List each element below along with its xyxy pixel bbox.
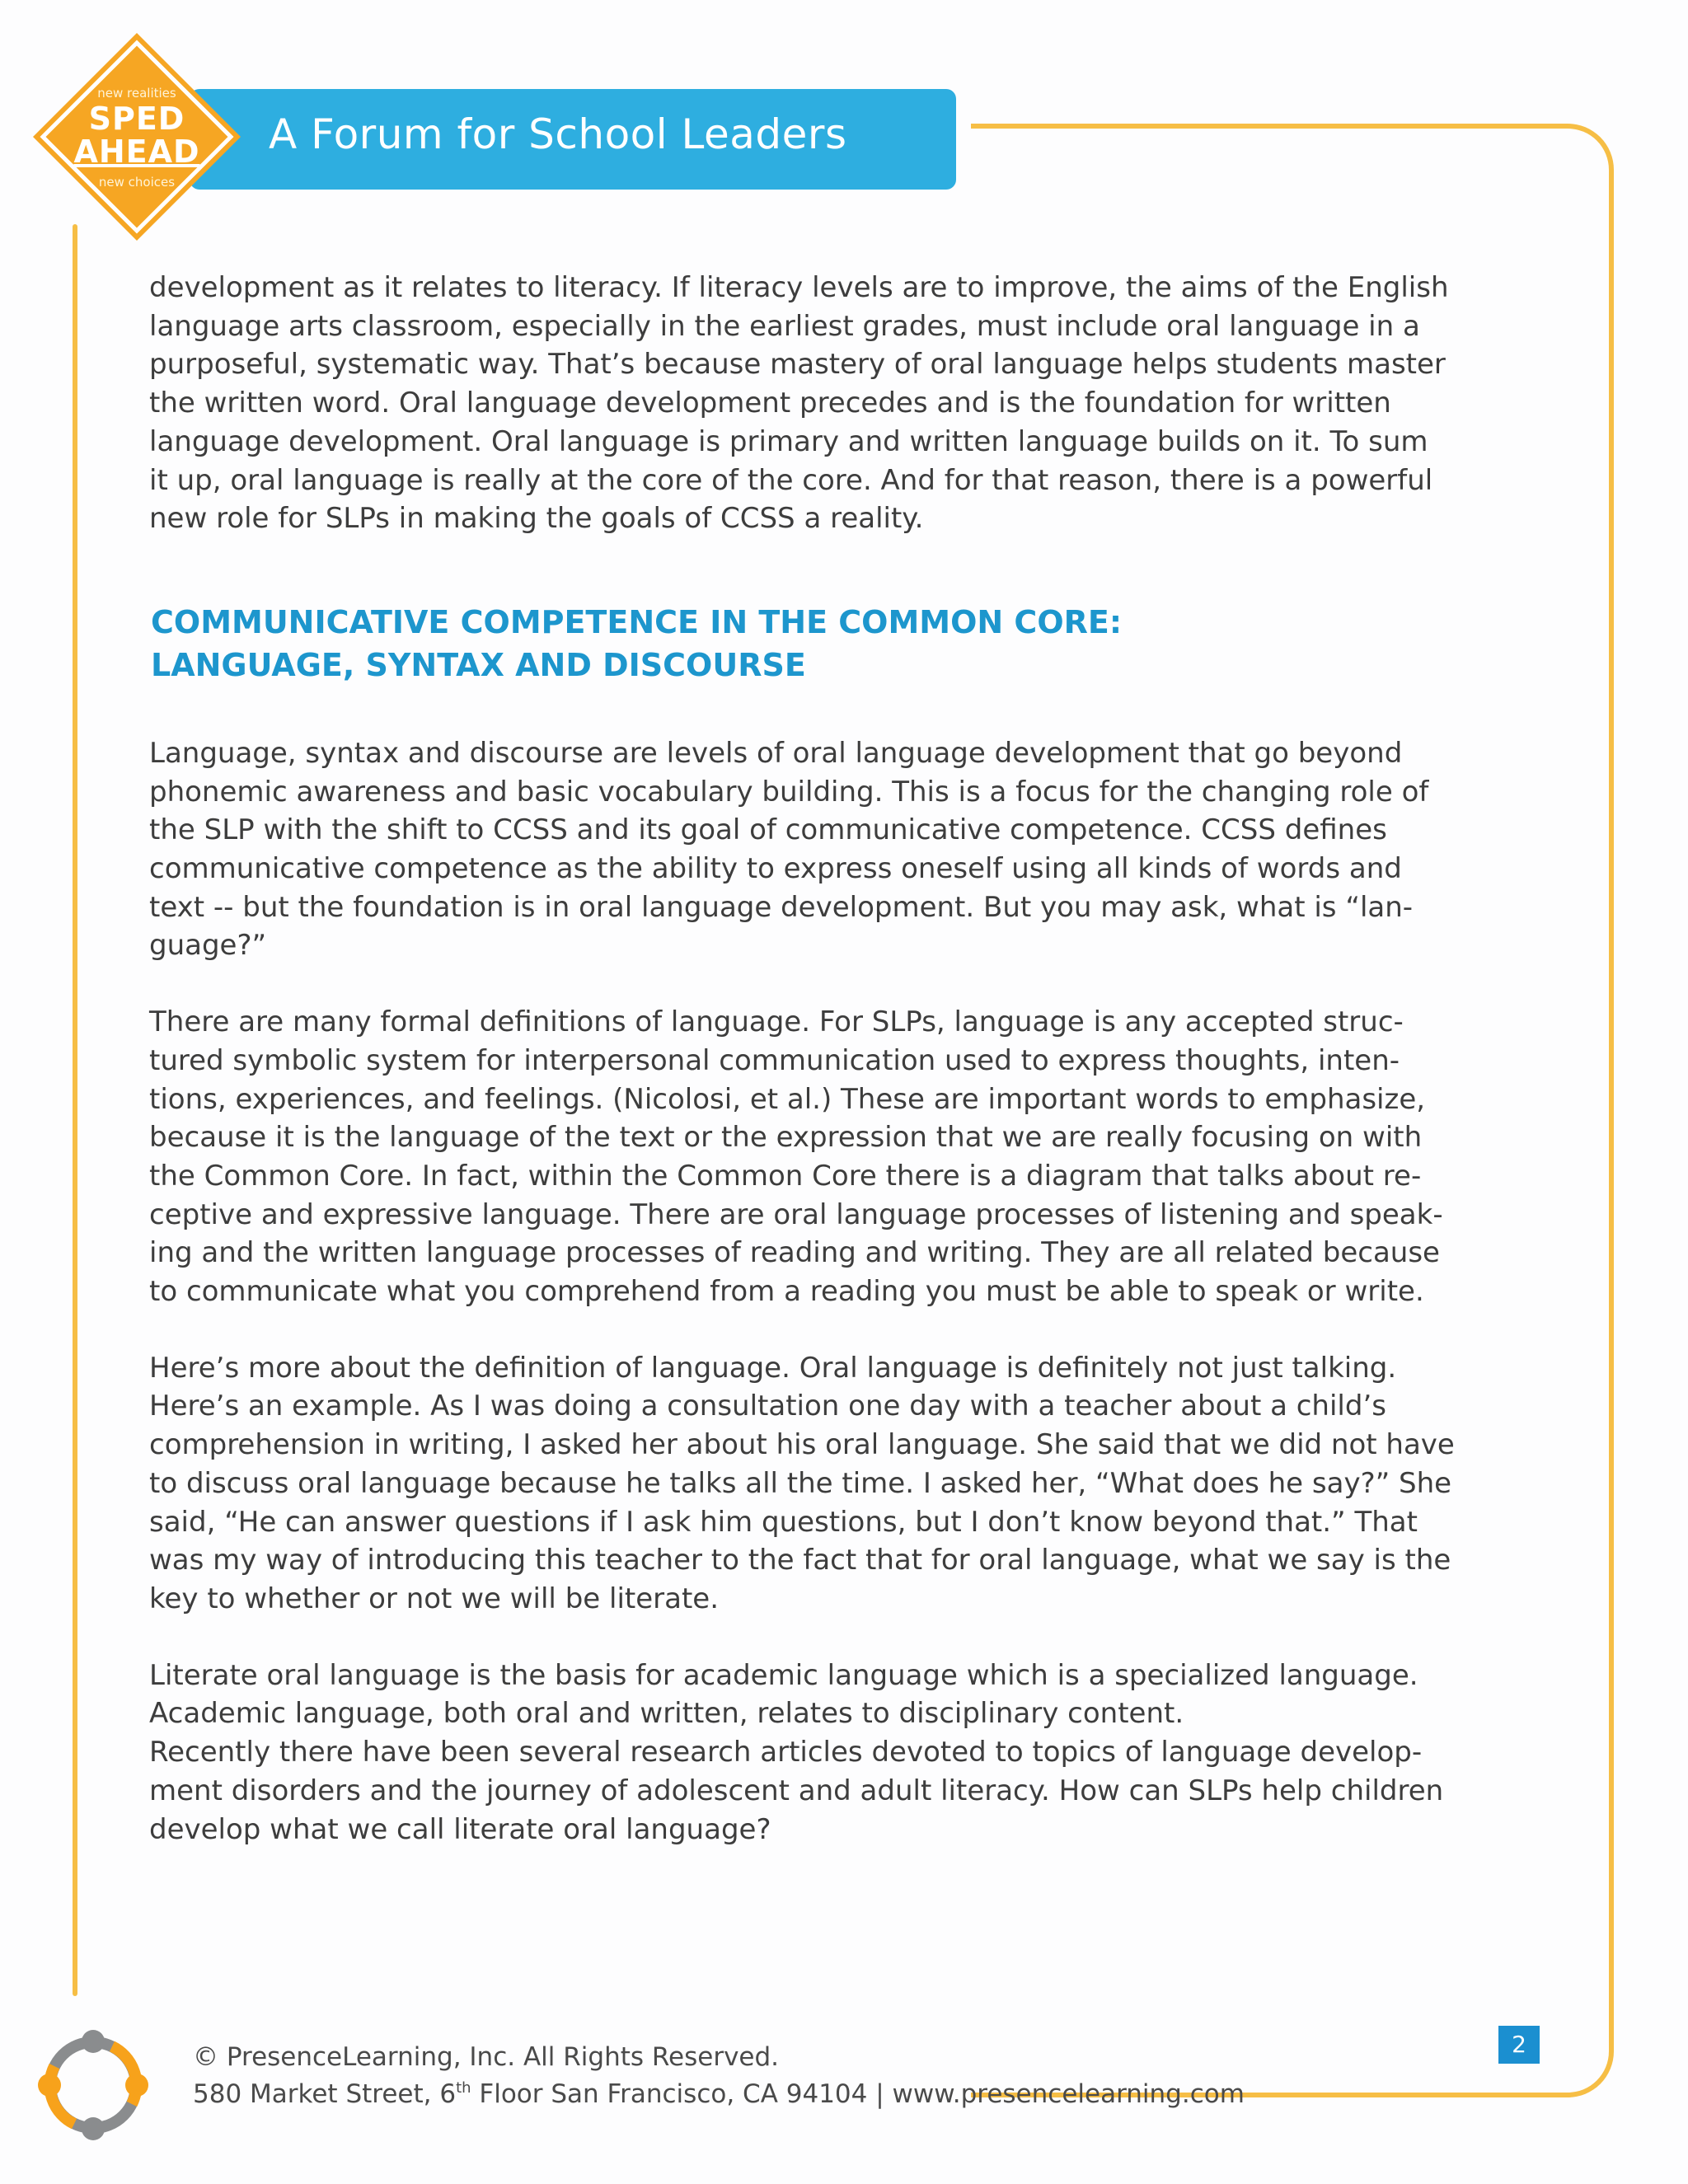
badge-line1: SPED	[88, 101, 185, 137]
badge-bottom-text: new choices	[98, 175, 176, 190]
section-heading: COMMUNICATIVE COMPETENCE IN THE COMMON CORE: LANGUAGE, SYNTAX AND DISCOURSE	[151, 603, 1123, 683]
sped-ahead-badge	[30, 30, 244, 244]
footer-address-street: 580 Market Street, 6	[193, 2079, 457, 2109]
paragraph-1: development as it relates to literacy. If literacy levels are to improve, the aims of the English language arts classroom, especially in the earliest grades, must include oral language in a purposeful, systematic way. That’s because mastery of oral language helps students master the written word. Oral language development precedes and is the foundation for written language development. Oral language is primary and written language builds on it. To sum it up, oral language is really at the core of the core. And for that reason, there is a powerful new role for SLPs in making the goals of CCSS a reality.	[149, 271, 1449, 536]
badge-top-text: new realities	[97, 86, 176, 101]
footer-copyright: © PresenceLearning, Inc. All Rights Reserved.	[193, 2042, 780, 2072]
page-number-badge: 2	[1498, 2026, 1540, 2064]
header-banner	[190, 89, 956, 190]
paragraph-2: Language, syntax and discourse are levels of oral language development that go beyond phonemic awareness and basic vocabulary building. This is a focus for the changing role of the SLP with the shift to CCSS and its goal of communicative competence. CCSS defines communicative competence as the ability to express oneself using all kinds of words and text -- but the foundation is in oral language development. But you may ask, what is “lan- guage?”	[149, 736, 1429, 963]
paragraph-5: Literate oral language is the basis for academic language which is a specialized language. Academic language, both oral and written, relates to disciplinary content. Recently there have been several research articles devoted to topics of language develop- ment disorders and the journey of adolescent and adult literacy. How can SLPs help children develop what we call literate oral language?	[149, 1658, 1444, 1846]
footer-address-ordinal: th	[456, 2079, 471, 2097]
paragraph-3: There are many formal definitions of language. For SLPs, language is any accepted struc- tured symbolic system for interpersonal communication used to express thoughts, inten- tions, experiences, and feelings. (Nicolosi, et al.) These are important words to emphasize, because it is the language of the text or the expression that we are really focusing on with the Common Core. In fact, within the Common Core there is a diagram that talks about re- ceptive and expressive language. There are oral language processes of listening and speak- ing and the written language processes of reading and writing. They are all related because to communicate what you comprehend from a reading you must be able to speak or write.	[149, 1005, 1443, 1309]
footer-address-city: Floor San Francisco, CA 94104 | www.presencelearning.com	[471, 2079, 1245, 2109]
paragraph-4: Here’s more about the definition of language. Oral language is definitely not just talking. Here’s an example. As I was doing a consultation one day with a teacher about a child’s comprehension in writing, I asked her about his oral language. She said that we did not have to discuss oral language because he talks all the time. I asked her, “What does he say?” She said, “He can answer questions if I ask him questions, but I don’t know beyond that.” That was my way of introducing this teacher to the fact that for oral language, what we say is the key to whether or not we will be literate.	[149, 1351, 1455, 1615]
footer-address	[193, 2079, 1245, 2109]
frame-left-line	[73, 224, 77, 1996]
presencelearning-logo-icon	[31, 2023, 155, 2147]
badge-line2: AHEAD	[73, 134, 200, 170]
header-title: A Forum for School Leaders	[269, 110, 847, 158]
article-body	[149, 269, 1550, 1849]
